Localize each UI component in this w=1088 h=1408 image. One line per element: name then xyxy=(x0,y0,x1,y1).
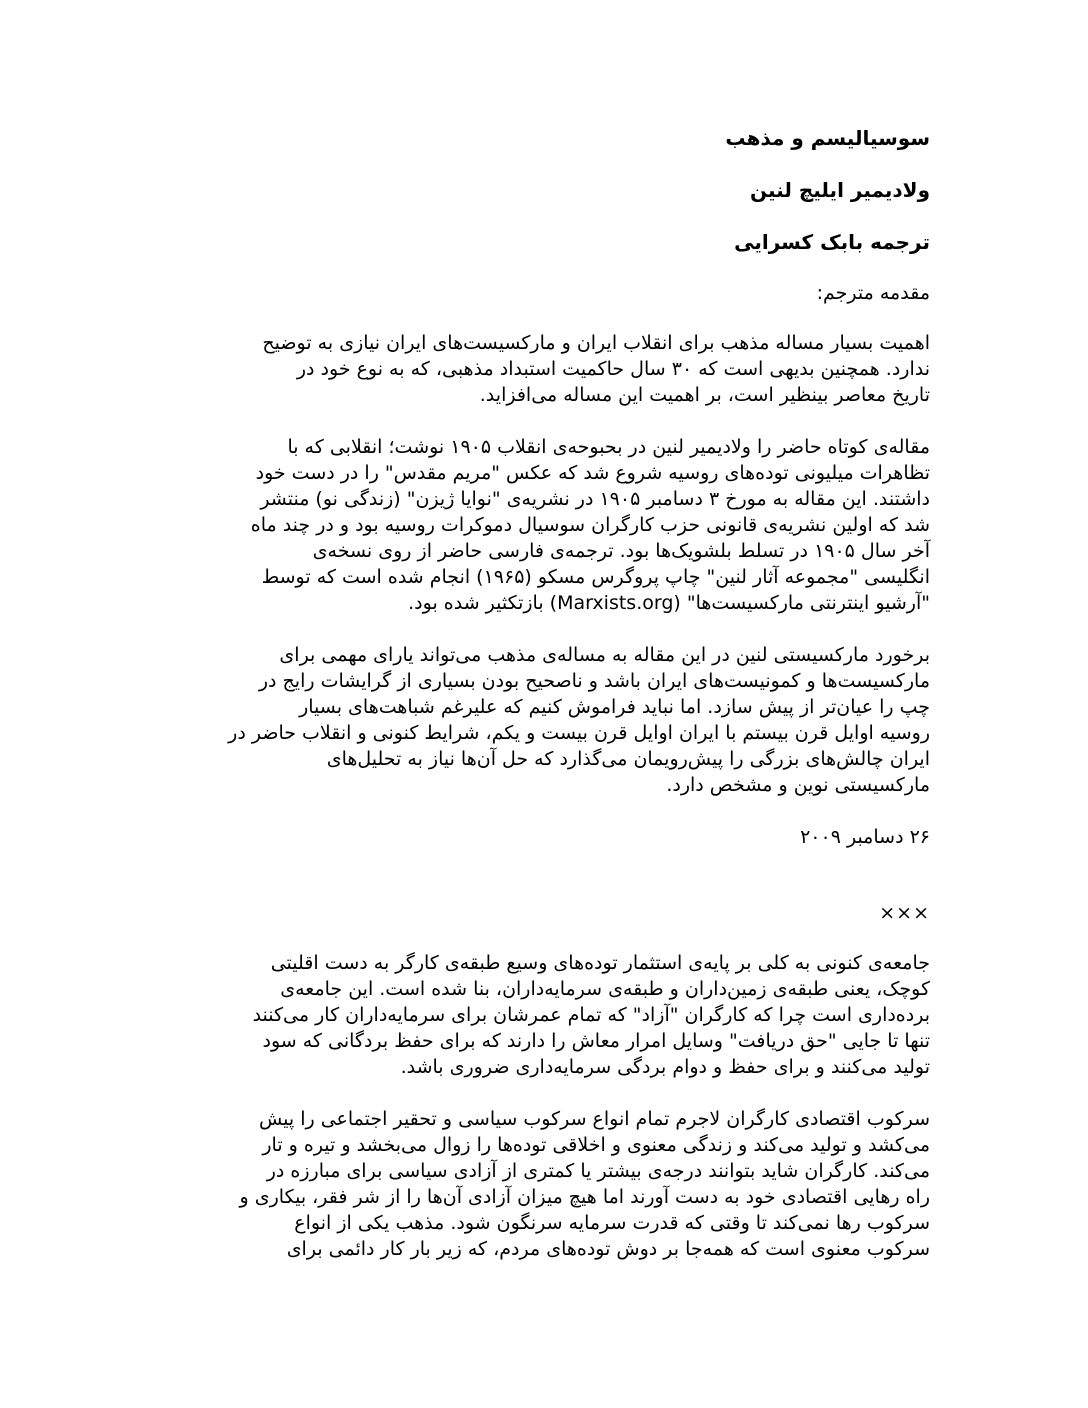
text-line: برخورد مارکسیستی لنین در این مقاله به مساله‌ی مذهب می‌تواند یارای مهمی برای xyxy=(279,644,930,666)
body-paragraph-1 xyxy=(160,950,930,1080)
text-line: مارکسیستی نوین و مشخص دارد. xyxy=(666,774,930,796)
text-line: چپ را عیان‌تر از پیش سازد. اما نباید فراموش کنیم که علیرغم شباهت‌های بسیار xyxy=(299,696,930,718)
text-line: تاریخ معاصر بینظیر است، بر اهمیت این مساله می‌افزاید. xyxy=(479,384,930,406)
text-line: مقاله‌ی کوتاه حاضر را ولادیمیر لنین در بحبوحه‌ی انقلاب ۱۹۰۵ نوشت؛ انقلابی که با xyxy=(287,436,930,458)
text-line: تولید می‌کنند و برای حفظ و دوام بردگی سرمایه‌داری ضروری باشد. xyxy=(400,1056,930,1078)
preface-paragraph-1 xyxy=(160,330,930,408)
document-title: سوسیالیسم و مذهب xyxy=(725,126,930,150)
text-line: جامعه‌ی کنونی به کلی بر پایه‌ی استثمار توده‌های وسیع طبقه‌ی کارگر به دست اقلیتی xyxy=(270,952,930,974)
text-line: اهمیت بسیار مساله مذهب برای انقلاب ایران و مارکسیست‌های ایران نیازی به توضیح xyxy=(262,332,930,354)
text-line: روسیه اوایل قرن بیستم با ایران اوایل قرن بیست و یکم، شرایط کنونی و انقلاب حاضر در xyxy=(228,722,930,744)
text-line: برده‌داری است چرا که کارگران "آزاد" که تمام عمرشان برای سرمایه‌داران کار می‌کنند xyxy=(252,1004,930,1026)
section-separator: ××× xyxy=(879,902,930,924)
preface-label: مقدمه مترجم: xyxy=(816,282,930,304)
text-line: می‌کشد و تولید می‌کند و زندگی معنوی و اخلاقی توده‌ها را زوال می‌بخشد و تیره و تار xyxy=(262,1134,930,1156)
text-line: مارکسیست‌ها و کمونیست‌های ایران باشد و ناصحیح بودن بسیاری از گرایشات رایج در xyxy=(258,670,930,692)
text-line: تظاهرات میلیونی توده‌های روسیه شروع شد که عکس "مریم مقدس" را در دست خود xyxy=(255,462,930,484)
text-line: ندارد. همچنین بدیهی است که ۳۰ سال حاکمیت استبداد مذهبی، که به نوع خود در xyxy=(296,358,930,380)
text-line: سرکوب معنوی است که همه‌جا بر دوش توده‌های مردم، که زیر بار کار دائمی برای xyxy=(286,1238,930,1260)
text-line: کوچک، یعنی طبقه‌ی زمین‌داران و طبقه‌ی سرمایه‌داران، بنا شده است. این جامعه‌ی xyxy=(280,978,930,1000)
body-paragraph-2 xyxy=(160,1106,930,1262)
text-line: آخر سال ۱۹۰۵ در تسلط بلشویک‌ها بود. ترجمه‌ی فارسی حاضر از روی نسخه‌ی xyxy=(312,540,930,562)
text-line: راه رهایی اقتصادی خود به دست آورند اما هیچ میزان آزادی آن‌ها را از شر فقر، بیکاری و xyxy=(239,1186,930,1208)
author-name: ولادیمیر ایلیچ لنین xyxy=(750,178,930,202)
text-line: می‌کند. کارگران شاید بتوانند درجه‌ی بیشتر یا کمتری از آزادی سیاسی برای مبارزه در xyxy=(266,1160,930,1182)
text-line: شد که اولین نشریه‌ی قانونی حزب کارگران سوسیال دموکرات روسیه بود و در چند ماه xyxy=(250,514,930,536)
document-page xyxy=(160,124,930,1288)
text-line: تنها تا جایی "حق دریافت" وسایل امرار معاش را دارند که برای حفظ بردگانی که سود xyxy=(262,1030,930,1052)
translator-credit: ترجمه بابک کسرایی xyxy=(734,230,930,254)
text-line: "آرشیو اینترنتی مارکسیست‌ها" (Marxists.org) بازتکثیر شده بود. xyxy=(408,592,930,614)
text-line: ایران چالش‌های بزرگی را پیش‌رویمان می‌گذارد که حل آن‌ها نیاز به تحلیل‌های xyxy=(326,748,930,770)
preface-paragraph-2 xyxy=(160,434,930,616)
text-line: سرکوب اقتصادی کارگران لاجرم تمام انواع سرکوب سیاسی و تحقیر اجتماعی را پیش xyxy=(258,1108,930,1130)
text-line: انگلیسی "مجموعه آثار لنین" چاپ پروگرس مسکو (۱۹۶۵) انجام شده است که توسط xyxy=(261,566,930,588)
preface-date: ۲۶ دسامبر ۲۰۰۹ xyxy=(800,826,930,848)
text-line: داشتند. این مقاله به مورخ ۳ دسامبر ۱۹۰۵ در نشریه‌ی "نوایا ژیزن" (زندگی نو) منتشر xyxy=(260,488,930,510)
text-line: سرکوب رها نمی‌کند تا وقتی که قدرت سرمایه سرنگون شود. مذهب یکی از انواع xyxy=(294,1212,930,1234)
preface-paragraph-3 xyxy=(160,642,930,798)
